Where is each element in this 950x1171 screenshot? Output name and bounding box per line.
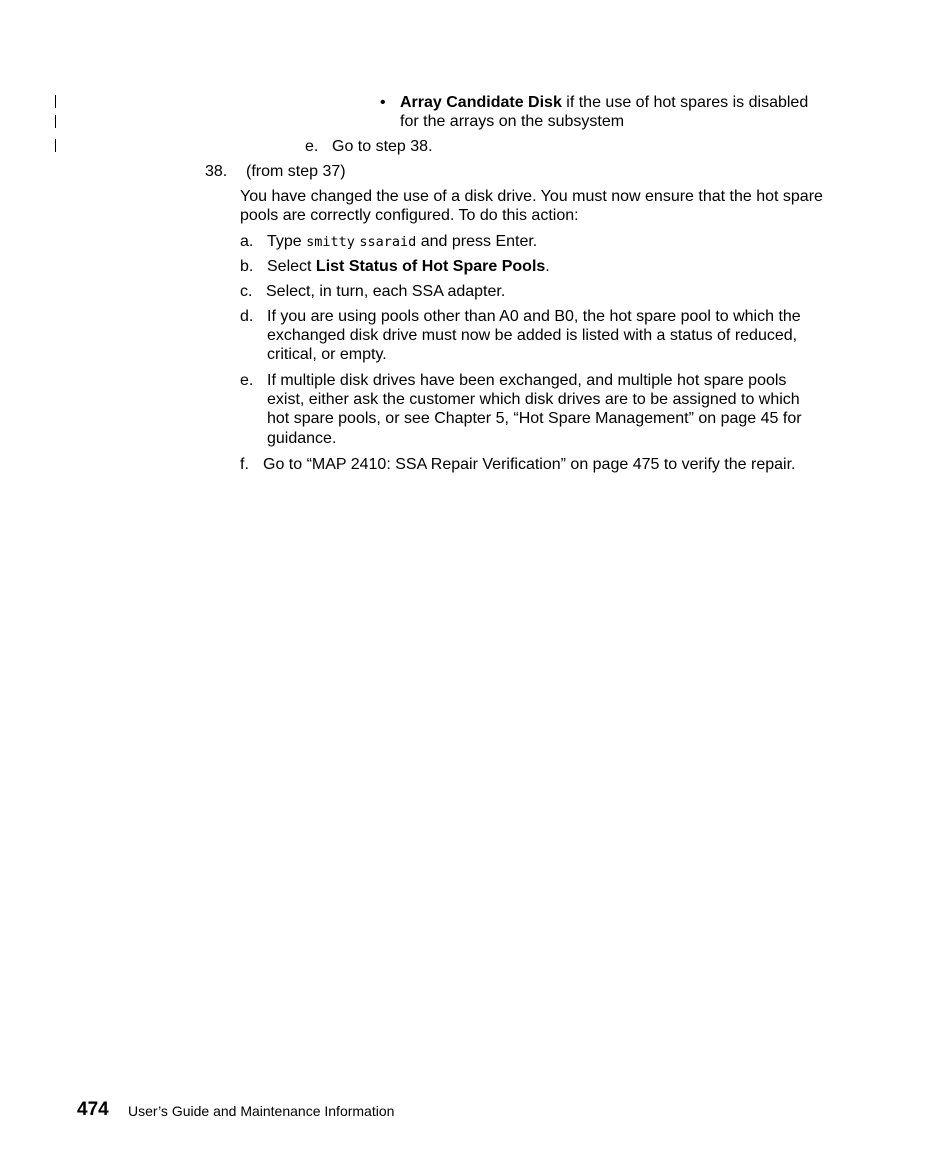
substep-a-post: and press Enter. — [416, 233, 538, 250]
substep-b-marker: b. — [240, 258, 254, 275]
substep-a-text — [267, 232, 537, 253]
substep-d-line-2: exchanged disk drive must now be added is listed with a status of reduced, — [267, 327, 798, 344]
revision-bar — [55, 95, 56, 108]
substep-e-line-2: exist, either ask the customer which disk drives are to be assigned to which — [267, 391, 800, 408]
substep-e-line-3: hot spare pools, or see Chapter 5, “Hot Spare Management” on page 45 for — [267, 410, 802, 427]
substep-a-marker: a. — [240, 233, 254, 250]
substep-c-marker: c. — [240, 283, 253, 300]
command-smitty: smitty — [306, 234, 355, 250]
revision-bar — [55, 115, 56, 128]
step38-intro-line-2: pools are correctly configured. To do this action: — [240, 207, 579, 224]
substep-a-pre: Type — [267, 233, 307, 250]
bullet-text: if the use of hot spares is disabled — [561, 94, 809, 111]
substep-d-line-3: critical, or empty. — [267, 346, 387, 363]
footer-title: User’s Guide and Maintenance Information — [128, 1103, 395, 1119]
bullet-mark: • — [380, 94, 386, 111]
menu-option-name: List Status of Hot Spare Pools — [315, 258, 546, 275]
bullet-line-1 — [400, 93, 808, 113]
substep-b-pre: Select — [267, 258, 316, 275]
substep-f-text: Go to “MAP 2410: SSA Repair Verification” on page 475 to verify the repair. — [263, 456, 796, 473]
substep-d-line-1: If you are using pools other than A0 and B0, the hot spare pool to which the — [267, 308, 801, 325]
substep-e-line-4: guidance. — [267, 430, 337, 447]
substep-e-line-1: If multiple disk drives have been exchanged, and multiple hot spare pools — [267, 372, 787, 389]
bullet-bold-term: Array Candidate Disk — [400, 94, 562, 111]
substep-c-text: Select, in turn, each SSA adapter. — [266, 283, 506, 300]
command-ssaraid: ssaraid — [359, 234, 417, 250]
revision-bar — [55, 139, 56, 152]
page-number: 474 — [77, 1099, 109, 1120]
step37-e-text: Go to step 38. — [332, 138, 433, 155]
substep-b-text — [267, 257, 550, 277]
substep-e-marker: e. — [240, 372, 254, 389]
step38-from: (from step 37) — [246, 163, 346, 180]
step37-e-marker: e. — [305, 138, 319, 155]
step38-intro-line-1: You have changed the use of a disk drive. You must now ensure that the hot spare — [240, 188, 823, 205]
substep-f-marker: f. — [240, 456, 249, 473]
bullet-line-2: for the arrays on the subsystem — [400, 113, 625, 130]
step38-number: 38. — [205, 163, 228, 180]
substep-d-marker: d. — [240, 308, 254, 325]
substep-b-post: . — [545, 258, 550, 275]
